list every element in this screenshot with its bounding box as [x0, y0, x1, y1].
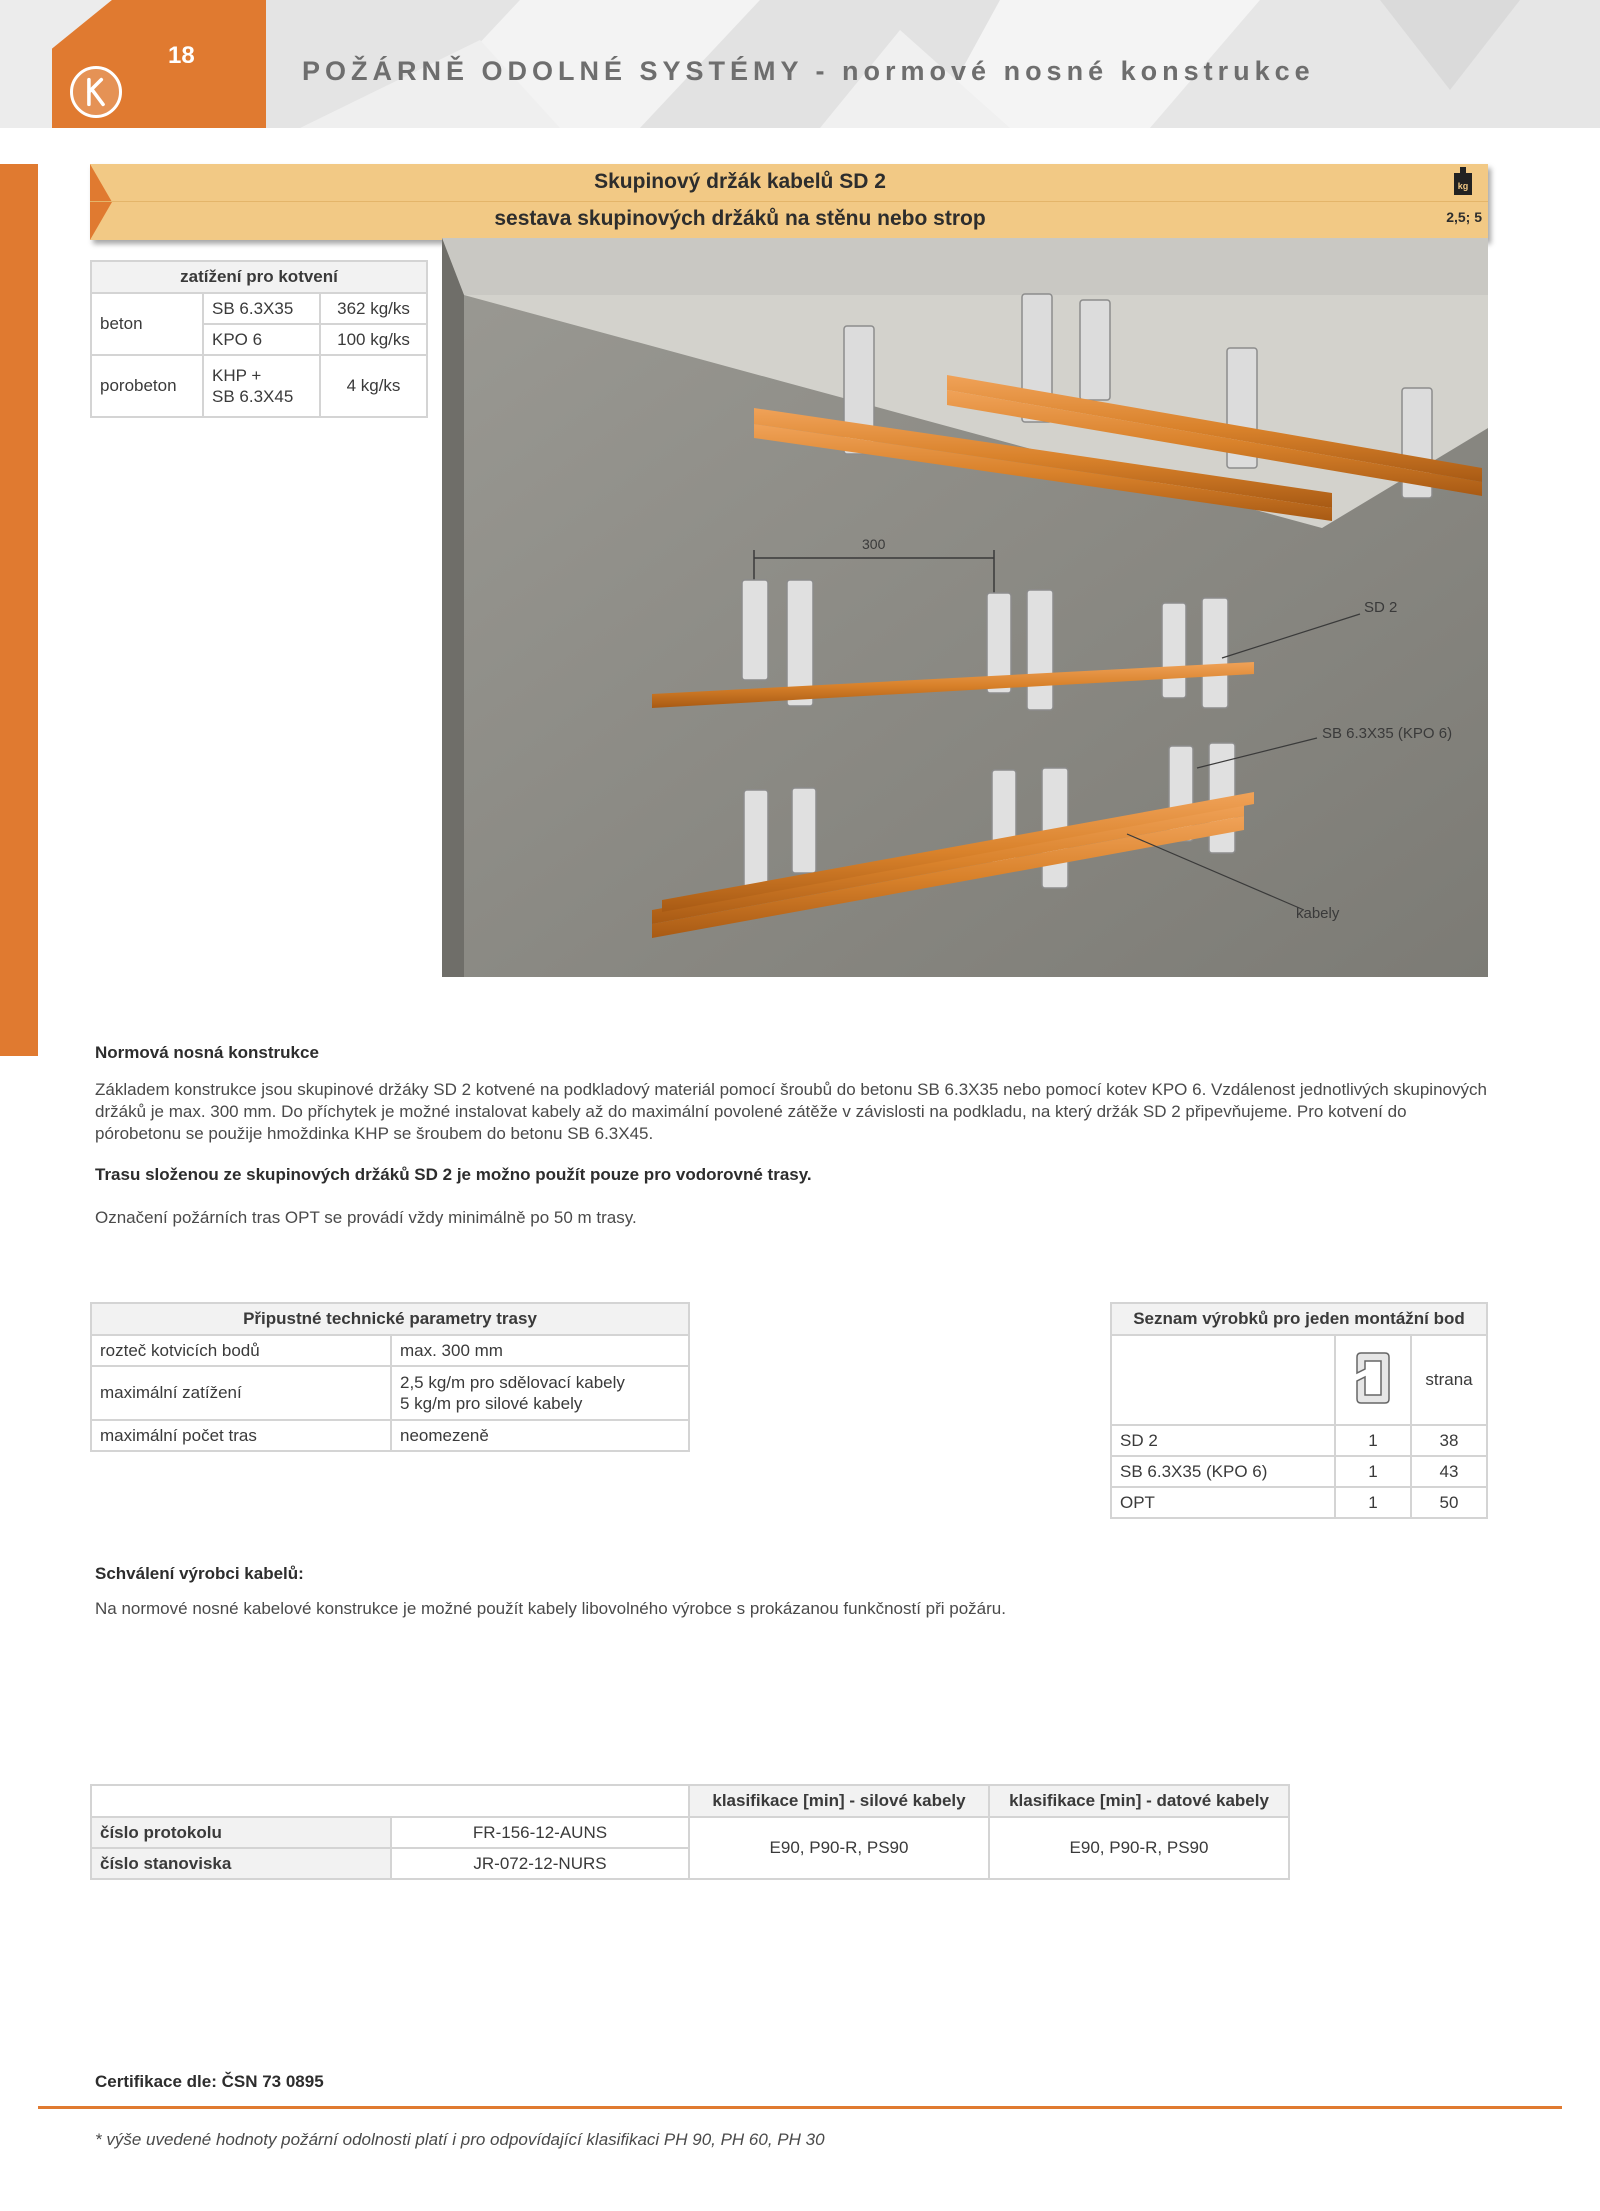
anchor-cell: SB 6.3X35	[203, 293, 320, 324]
description-section	[95, 1043, 1495, 1229]
table-row	[1111, 1456, 1487, 1487]
param-value: max. 300 mm	[391, 1335, 689, 1366]
param-value: 2,5 kg/m pro sdělovací kabely 5 kg/m pro silové kabely	[391, 1366, 689, 1420]
page-column-label: strana	[1411, 1335, 1487, 1425]
power-cables-header: klasifikace [min] - silové kabely	[689, 1785, 989, 1817]
products-list-table	[1110, 1302, 1488, 1519]
table-row	[1111, 1335, 1487, 1425]
approval-text: Na normové nosné kabelové konstrukce je možné použít kabely libovolného výrobce s prokázanou funkčností při požáru.	[95, 1599, 1006, 1618]
table-row	[1111, 1425, 1487, 1456]
product-name: SB 6.3X35 (KPO 6)	[1111, 1456, 1335, 1487]
footer-divider	[38, 2106, 1562, 2109]
bracket-icon	[1335, 1335, 1411, 1425]
company-logo	[70, 66, 122, 118]
svg-text:kg: kg	[1457, 181, 1469, 191]
description-paragraph: Základem konstrukce jsou skupinové držáky SD 2 kotvené na podkladový materiál pomocí šroubů do betonu SB 6.3X35 nebo pomocí kotev KPO 6. Vzdálenost jednotlivých skupinových držáků je max. 300 mm. Do příchytek je možné instalovat kabely až do maximální povolené zátěže v závislosti na podkladu, na který držák SD 2 připevňujeme. Pro kotvení do pórobetonu se použije hmoždinka KHP se šroubem do betonu SB 6.3X45.	[95, 1080, 1487, 1143]
param-label: maximální počet tras	[91, 1420, 391, 1451]
material-cell: porobeton	[91, 355, 203, 417]
label-sd2: SD 2	[1364, 599, 1398, 616]
page-number: 18	[168, 42, 195, 69]
footnote: * výše uvedené hodnoty požární odolnosti platí i pro odpovídající klasifikaci PH 90, PH 60, PH 30	[95, 2130, 825, 2149]
section-heading: Normová nosná konstrukce	[95, 1043, 319, 1062]
cert-label: číslo stanoviska	[91, 1848, 391, 1879]
params-table-header: Připustné technické parametry trasy	[91, 1303, 689, 1335]
table-row	[91, 1335, 689, 1366]
param-label: maximální zatížení	[91, 1366, 391, 1420]
material-cell: beton	[91, 293, 203, 355]
product-page: 50	[1411, 1487, 1487, 1518]
data-cables-header: klasifikace [min] - datové kabely	[989, 1785, 1289, 1817]
title-banner	[90, 164, 1488, 240]
power-classification: E90, P90-R, PS90	[689, 1817, 989, 1879]
restriction-note: Trasu složenou ze skupinových držáků SD 2 je možno použít pouze pro vodorovné trasy.	[95, 1165, 812, 1184]
marking-note: Označení požárních tras OPT se provádí vždy minimálně po 50 m trasy.	[95, 1208, 637, 1227]
approval-section	[95, 1564, 1495, 1620]
load-cell: 362 kg/ks	[320, 293, 427, 324]
header-title: POŽÁRNĚ ODOLNÉ SYSTÉMY - normové nosné konstrukce	[302, 56, 1315, 86]
certification-table	[90, 1784, 1290, 1880]
load-cell: 4 kg/ks	[320, 355, 427, 417]
anchor-cell: KHP + SB 6.3X45	[203, 355, 320, 417]
technical-parameters-table	[90, 1302, 690, 1452]
anchor-cell: KPO 6	[203, 324, 320, 355]
product-subtitle: sestava skupinových držáků na stěnu nebo strop	[494, 207, 986, 230]
load-table-header: zatížení pro kotvení	[91, 261, 427, 293]
dimension-label: 300	[862, 536, 886, 552]
product-page: 43	[1411, 1456, 1487, 1487]
cert-value: FR-156-12-AUNS	[391, 1817, 689, 1848]
param-value: neomezeně	[391, 1420, 689, 1451]
table-row	[91, 1420, 689, 1451]
product-page: 38	[1411, 1425, 1487, 1456]
weight-value: 2,5; 5	[1446, 209, 1482, 225]
cert-label: číslo protokolu	[91, 1817, 391, 1848]
table-row	[1111, 1487, 1487, 1518]
approval-heading: Schválení výrobci kabelů:	[95, 1564, 304, 1583]
product-name: OPT	[1111, 1487, 1335, 1518]
cable-tray-rendering	[442, 238, 1488, 977]
label-screw: SB 6.3X35 (KPO 6)	[1322, 725, 1453, 742]
products-table-header: Seznam výrobků pro jeden montážní bod	[1111, 1303, 1487, 1335]
label-cables: kabely	[1296, 905, 1340, 922]
side-accent-bar	[0, 164, 38, 1056]
product-qty: 1	[1335, 1456, 1411, 1487]
table-row	[91, 293, 427, 324]
table-row	[91, 1366, 689, 1420]
product-illustration	[442, 238, 1488, 977]
product-title: Skupinový držák kabelů SD 2	[594, 170, 886, 193]
product-qty: 1	[1335, 1425, 1411, 1456]
load-cell: 100 kg/ks	[320, 324, 427, 355]
kg-weight-icon	[1452, 167, 1474, 197]
product-qty: 1	[1335, 1487, 1411, 1518]
data-classification: E90, P90-R, PS90	[989, 1817, 1289, 1879]
cert-value: JR-072-12-NURS	[391, 1848, 689, 1879]
table-row	[91, 355, 427, 417]
anchor-load-table	[90, 260, 428, 418]
product-name: SD 2	[1111, 1425, 1335, 1456]
certification-standard: Certifikace dle: ČSN 73 0895	[95, 2072, 324, 2091]
param-label: rozteč kotvicích bodů	[91, 1335, 391, 1366]
table-row	[91, 1817, 1289, 1848]
